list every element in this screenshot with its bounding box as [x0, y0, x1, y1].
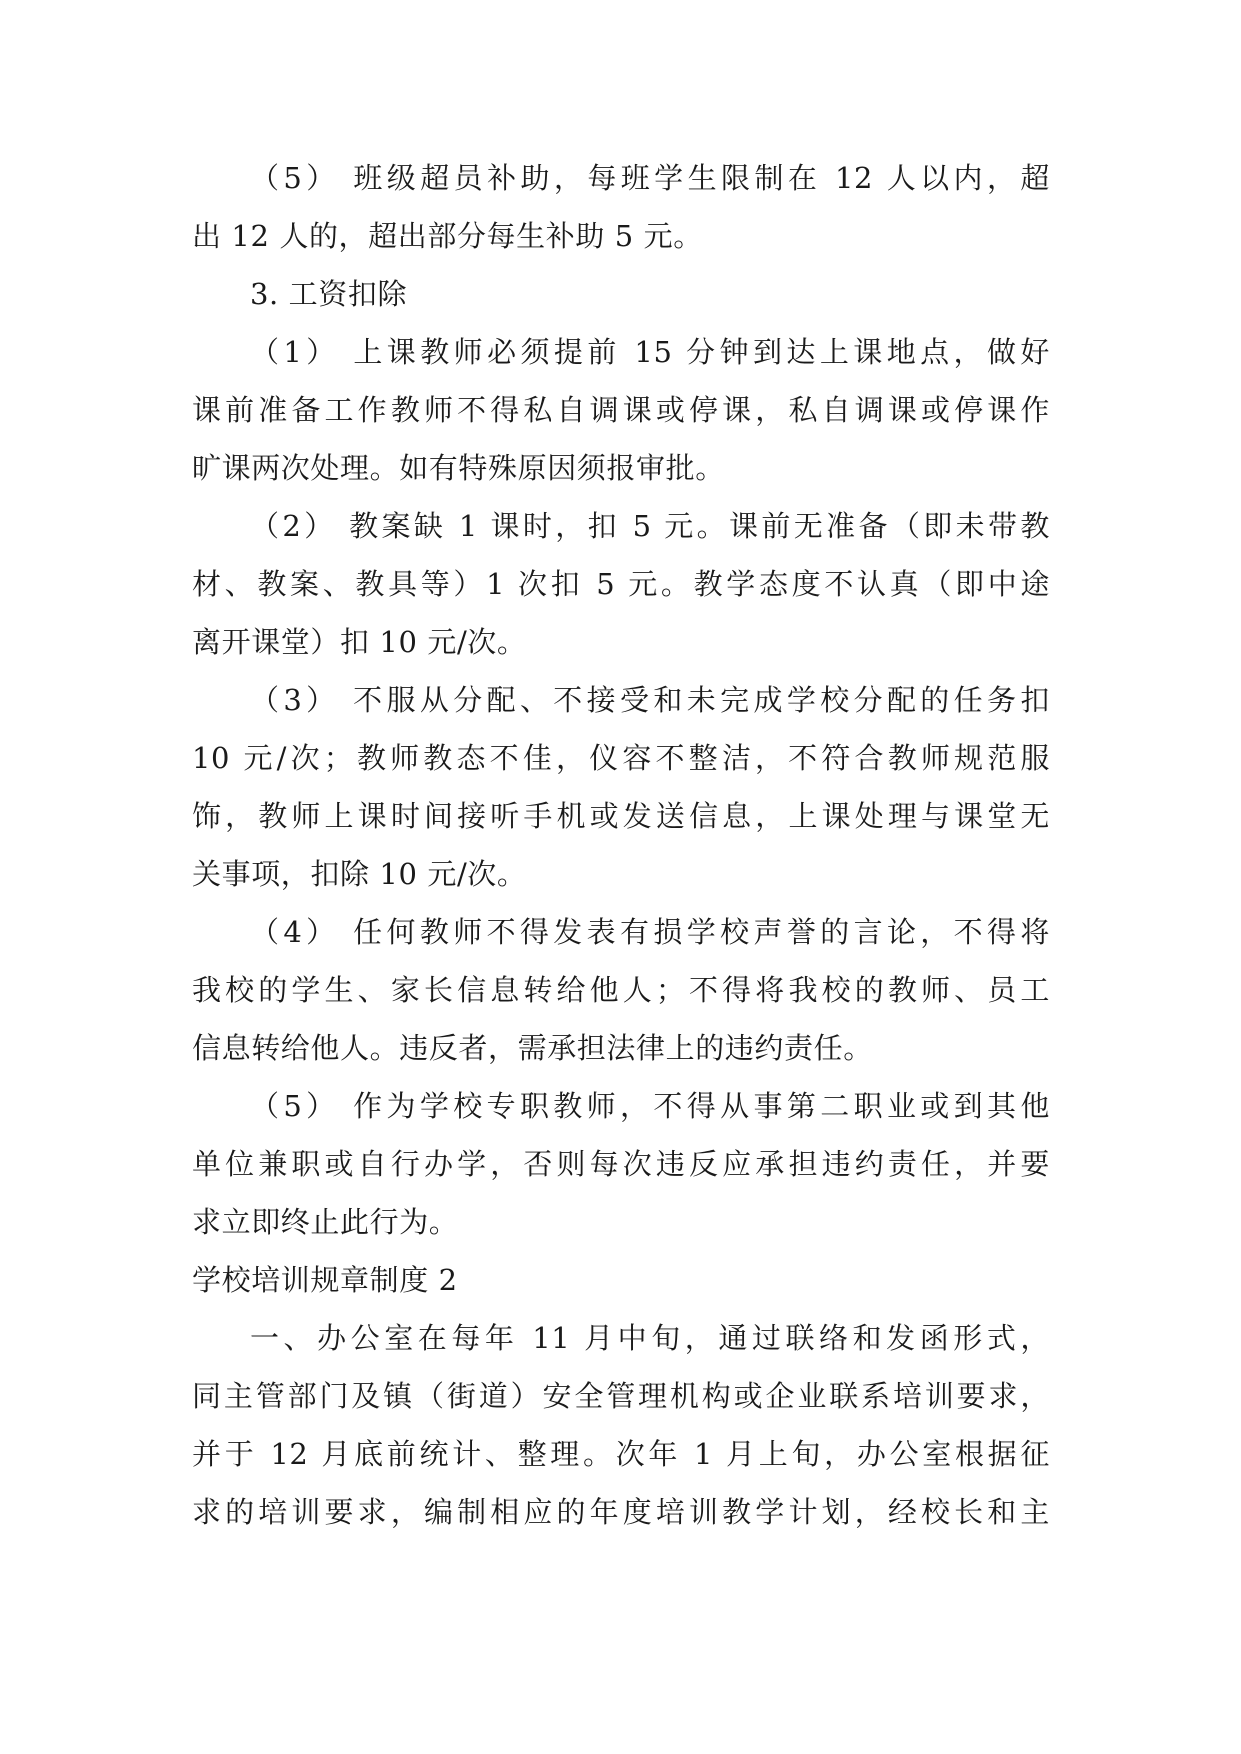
text-line: 旷课两次处理。如有特殊原因须报审批。 — [192, 451, 725, 485]
text-line: 课前准备工作教师不得私自调课或停课，私自调课或停课作 — [192, 393, 1050, 427]
text-line: （3） 不服从分配、不接受和未完成学校分配的任务扣 — [250, 683, 1050, 717]
text-line: 并于 12 月底前统计、整理。次年 1 月上旬，办公室根据征 — [192, 1437, 1050, 1471]
section-heading: 3. 工资扣除 — [250, 277, 408, 311]
text-line: 饰，教师上课时间接听手机或发送信息，上课处理与课堂无 — [192, 799, 1050, 833]
text-line: （2） 教案缺 1 课时，扣 5 元。课前无准备（即未带教 — [250, 509, 1050, 543]
text-line: 离开课堂）扣 10 元/次。 — [192, 625, 527, 659]
text-line: 求的培训要求，编制相应的年度培训教学计划，经校长和主 — [192, 1495, 1050, 1529]
text-line: 信息转给他人。违反者，需承担法律上的违约责任。 — [192, 1031, 873, 1065]
text-line: 出 12 人的，超出部分每生补助 5 元。 — [192, 219, 703, 253]
text-line: （4） 任何教师不得发表有损学校声誉的言论，不得将 — [250, 915, 1050, 949]
text-line: （5） 班级超员补助，每班学生限制在 12 人以内，超 — [250, 161, 1050, 195]
text-line: 单位兼职或自行办学，否则每次违反应承担违约责任，并要 — [192, 1147, 1050, 1181]
text-line: 10 元/次；教师教态不佳，仪容不整洁，不符合教师规范服 — [192, 741, 1050, 775]
text-line: 求立即终止此行为。 — [192, 1205, 459, 1239]
text-line: （1） 上课教师必须提前 15 分钟到达上课地点，做好 — [250, 335, 1050, 369]
section-title: 学校培训规章制度 2 — [192, 1263, 458, 1297]
text-line: 材、教案、教具等）1 次扣 5 元。教学态度不认真（即中途 — [192, 567, 1050, 601]
text-line: 同主管部门及镇（街道）安全管理机构或企业联系培训要求， — [192, 1379, 1050, 1413]
text-line: 我校的学生、家长信息转给他人；不得将我校的教师、员工 — [192, 973, 1050, 1007]
text-line: 关事项，扣除 10 元/次。 — [192, 857, 527, 891]
text-line: 一、办公室在每年 11 月中旬，通过联络和发函形式， — [250, 1321, 1050, 1355]
text-line: （5） 作为学校专职教师，不得从事第二职业或到其他 — [250, 1089, 1050, 1123]
